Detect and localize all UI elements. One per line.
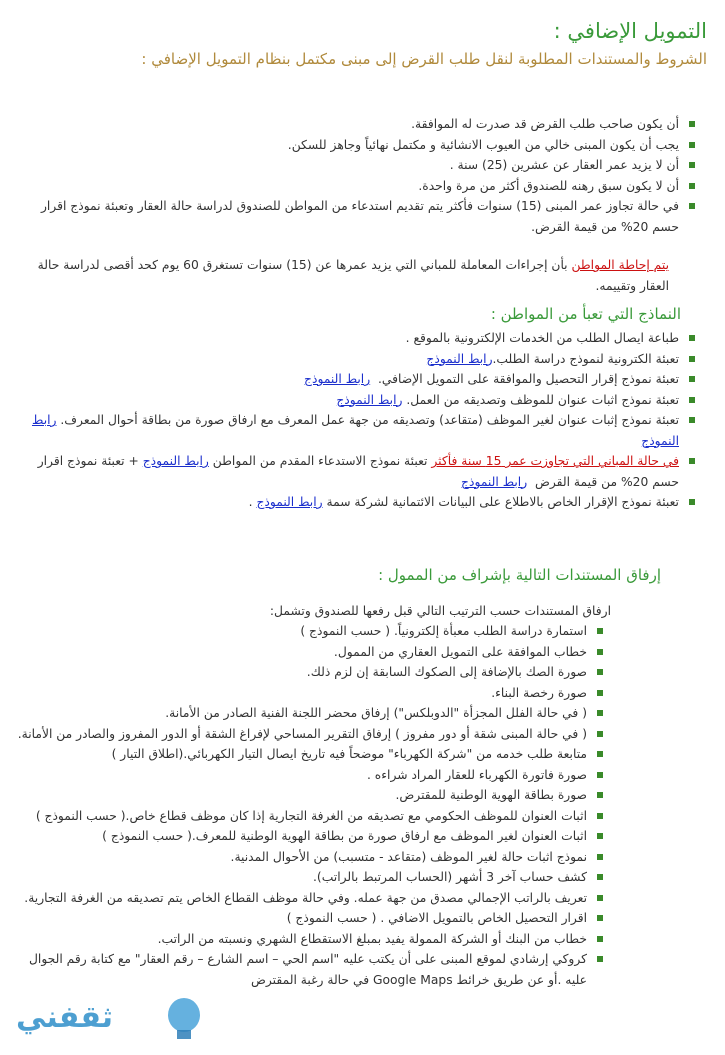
bullet-icon: [597, 751, 603, 757]
logo-text: ثقفني: [16, 1000, 114, 1035]
notice-link[interactable]: يتم إحاطة المواطن: [571, 258, 669, 272]
bullet-icon: [689, 335, 695, 341]
bullet-icon: [689, 499, 695, 505]
list-item: تعبئة نموذج إقرار التحصيل والموافقة على التمويل الإضافي. رابط النموذج: [14, 369, 707, 390]
bullet-icon: [689, 162, 695, 168]
bullet-icon: [597, 895, 603, 901]
list-item: في حالة المباني التي تجاوزت عمر 15 سنة فأكثر تعبئة نموذج الاستدعاء المقدم من المواطن رابط النموذج + تعبئة نموذج اقرار حسم 20% من قيمة القرض رابط النموذج: [14, 451, 707, 492]
list-item: في حالة تجاوز عمر المبنى (15) سنوات فأكثر يتم تقديم استدعاء من المواطن للصندوق لدراسة حالة العقار وتعبئة نموذج اقرار حسم 20% من قيمة القرض.: [14, 196, 707, 237]
bullet-icon: [597, 792, 603, 798]
bullet-icon: [689, 203, 695, 209]
conditions-list: [14, 114, 707, 237]
form-link[interactable]: رابط النموذج: [32, 413, 679, 448]
list-item: أن لا يزيد عمر العقار عن عشرين (25) سنة .: [14, 155, 707, 176]
list-item: صورة الصك بالإضافة إلى الصكوك السابقة إن لزم ذلك.: [14, 662, 707, 683]
list-item: استمارة دراسة الطلب معبأة إلكترونياً. ( حسب النموذج ): [14, 621, 707, 642]
bullet-icon: [597, 649, 603, 655]
bullet-icon: [597, 956, 603, 962]
bullet-icon: [597, 710, 603, 716]
list-item: تعبئة نموذج إثبات عنوان لغير الموظف (متقاعد) وتصديقه من جهة عمل المعرف مع ارفاق صورة من بطاقة أحوال المعرف. رابط النموذج: [14, 410, 707, 451]
list-item: صورة رخصة البناء.: [14, 683, 707, 704]
list-item: تعريف بالراتب الإجمالي مصدق من جهة عمله. وفي حالة موظف القطاع الخاص يتم تصديقه من الغرفة التجارية.: [14, 888, 707, 909]
site-logo: [16, 990, 186, 1050]
form-link[interactable]: رابط النموذج: [461, 474, 528, 489]
list-item: صورة فاتورة الكهرباء للعقار المراد شراءه .: [14, 765, 707, 786]
list-item: طباعة ايصال الطلب من الخدمات الإلكترونية بالموقع .: [14, 328, 707, 349]
notice-paragraph: يتم إحاطة المواطن بأن إجراءات المعاملة للمباني التي يزيد عمرها عن (15) سنوات تستغرق 60 يوم كحد أقصى لدراسة حالة العقار وتقييمه.: [37, 258, 669, 293]
bullet-icon: [597, 833, 603, 839]
bullet-icon: [689, 376, 695, 382]
list-item: ( في حالة المبنى شقة أو دور مفروز ) إرفاق التقرير المساحي لإفراغ الشقة أو الدور المفروز والصادر من الأمانة.: [14, 724, 707, 745]
form-link[interactable]: رابط النموذج: [336, 392, 403, 407]
form-link[interactable]: رابط النموذج: [426, 351, 493, 366]
bullet-icon: [689, 397, 695, 403]
bullet-icon: [597, 813, 603, 819]
forms-heading: النماذج التي تعبأ من المواطن :: [490, 305, 681, 323]
list-item: اثبات العنوان للموظف الحكومي مع تصديقه من الغرفة التجارية إذا كان موظف قطاع خاص.( حسب النموذج ): [14, 806, 707, 827]
list-item: صورة بطاقة الهوية الوطنية للمقترض.: [14, 785, 707, 806]
lightbulb-base-icon: [177, 1030, 191, 1039]
bullet-icon: [689, 458, 695, 464]
forms-list: [14, 328, 707, 513]
list-item: تعبئة نموذج اثبات عنوان للموظف وتصديقه من العمل. رابط النموذج: [14, 390, 707, 411]
bullet-icon: [597, 628, 603, 634]
bullet-icon: [689, 142, 695, 148]
bullet-icon: [597, 915, 603, 921]
list-item: اقرار التحصيل الخاص بالتمويل الاضافي . ( حسب النموذج ): [14, 908, 707, 929]
list-item: متابعة طلب خدمه من "شركة الكهرباء" موضحاً فيه تاريخ ايصال التيار الكهربائي.(اطلاق التيار ): [14, 744, 707, 765]
bullet-icon: [597, 669, 603, 675]
bullet-icon: [597, 874, 603, 880]
list-item: خطاب من البنك أو الشركة الممولة يفيد بمبلغ الاستقطاع الشهري ونسبته من الراتب.: [14, 929, 707, 950]
attachments-heading: إرفاق المستندات التالية بإشراف من الممول :: [378, 565, 661, 584]
bullet-icon: [689, 183, 695, 189]
list-item: ( في حالة الفلل المجزأة "الدوبلكس") إرفاق محضر اللجنة الفنية الصادر من الأمانة.: [14, 703, 707, 724]
list-item: أن لا يكون سبق رهنه للصندوق أكثر من مرة واحدة.: [14, 176, 707, 197]
page-subtitle: الشروط والمستندات المطلوبة لنقل طلب القرض إلى مبنى مكتمل بنظام التمويل الإضافي :: [141, 50, 707, 68]
list-item: نموذج اثبات حالة لغير الموظف (متقاعد - متسبب) من الأحوال المدنية.: [14, 847, 707, 868]
list-item: أن يكون صاحب طلب القرض قد صدرت له الموافقة.: [14, 114, 707, 135]
bullet-icon: [597, 772, 603, 778]
form-link[interactable]: رابط النموذج: [256, 495, 323, 509]
bullet-icon: [597, 731, 603, 737]
list-item: كروكي إرشادي لموقع المبنى على أن يكتب عليه "اسم الحي – اسم الشارع – رقم العقار" مع كتابة رقم الجوال عليه .أو عن طريق خرائط Google Maps في حالة رغبة المقترض: [14, 949, 707, 990]
list-item: خطاب الموافقة على التمويل العقاري من الممول.: [14, 642, 707, 663]
form-link[interactable]: رابط النموذج: [304, 372, 371, 386]
list-item: اثبات العنوان لغير الموظف مع ارفاق صورة من بطاقة الهوية الوطنية للمعرف.( حسب النموذج ): [14, 826, 707, 847]
special-case-link[interactable]: في حالة المباني التي تجاوزت عمر 15 سنة فأكثر: [431, 454, 679, 468]
list-item: تعبئة الكترونية لنموذج دراسة الطلب.رابط النموذج: [14, 349, 707, 370]
list-item: يجب أن يكون المبنى خالي من العيوب الانشائية و مكتمل نهائياً وجاهز للسكن.: [14, 135, 707, 156]
bullet-icon: [689, 356, 695, 362]
bullet-icon: [597, 854, 603, 860]
list-item: كشف حساب آخر 3 أشهر (الحساب المرتبط بالراتب).: [14, 867, 707, 888]
attachments-list: [14, 621, 707, 990]
bullet-icon: [689, 121, 695, 127]
form-link[interactable]: رابط النموذج: [142, 454, 209, 468]
lightbulb-icon: [168, 998, 200, 1032]
bullet-icon: [597, 690, 603, 696]
bullet-icon: [689, 417, 695, 423]
list-item: تعبئة نموذج الإقرار الخاص بالاطلاع على البيانات الائتمانية لشركة سمة رابط النموذج .: [14, 492, 707, 513]
attachments-intro: ارفاق المستندات حسب الترتيب التالي قبل رفعها للصندوق وتشمل:: [269, 603, 611, 618]
page-title: التمويل الإضافي :: [553, 19, 707, 43]
bullet-icon: [597, 936, 603, 942]
